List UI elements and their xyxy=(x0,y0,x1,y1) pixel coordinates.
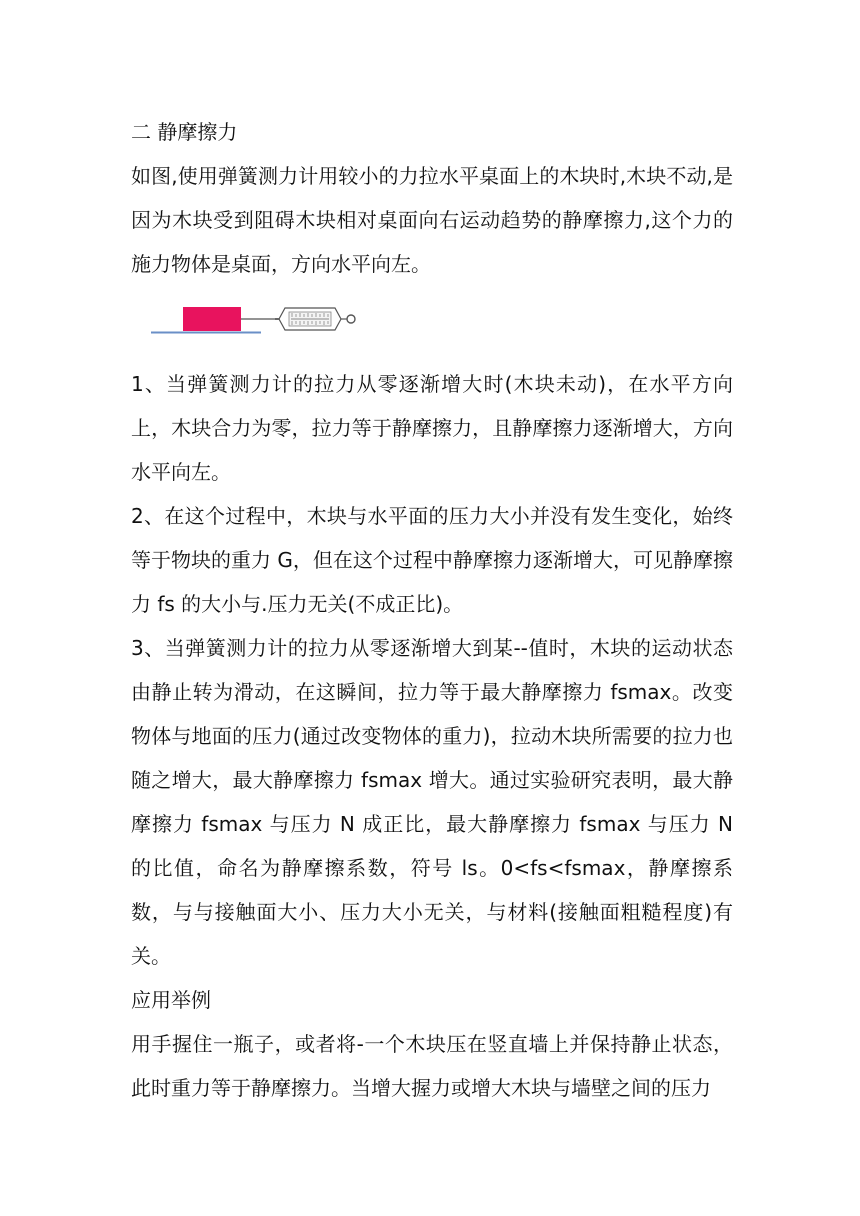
block-and-spring-scale-illustration xyxy=(151,302,391,342)
application-paragraph: 用手握住一瓶子，或者将-一个木块压在竖直墙上并保持静止状态，此时重力等于静摩擦力。当增大握力或增大木块与墙壁之间的压力 xyxy=(131,1032,733,1100)
spring-scale-figure xyxy=(131,298,733,348)
wooden-block xyxy=(183,307,241,331)
point-3-paragraph: 3、当弹簧测力计的拉力从零逐渐增大到某--值时，木块的运动状态由静止转为滑动，在这瞬间，拉力等于最大静摩擦力 fsmax。改变物体与地面的压力(通过改变物体的重力)，拉动木块所需要的拉力也随之增大，最大静摩擦力 fsmax 增大。通过实验研究表明，最大静摩擦力 fsmax 与压力 N 成正比，最大静摩擦力 fsmax 与压力 N 的比值，命名为静摩擦系数，符号 ls。0<fs<fsmax，静摩擦系数，与与接触面大小、压力大小无关，与材料(接触面粗糙程度)有关。 xyxy=(131,636,733,968)
intro-paragraph: 如图,使用弹簧测力计用较小的力拉水平桌面上的木块时,木块不动,是因为木块受到阻碍木块相对桌面向右运动趋势的静摩擦力,这个力的施力物体是桌面，方向水平向左。 xyxy=(131,164,733,276)
point-1-paragraph: 1、当弹簧测力计的拉力从零逐渐增大时(木块未动)，在水平方向上，木块合力为零，拉力等于静摩擦力，且静摩擦力逐渐增大，方向水平向左。 xyxy=(131,372,733,484)
point-2-paragraph: 2、在这个过程中，木块与水平面的压力大小并没有发生变化，始终等于物块的重力 G，但在这个过程中静摩擦力逐渐增大，可见静摩擦力 fs 的大小与.压力无关(不成正比)。 xyxy=(131,504,733,616)
document-body xyxy=(131,110,733,1110)
section-heading: 二 静摩擦力 xyxy=(131,120,238,144)
application-heading: 应用举例 xyxy=(131,988,211,1012)
spring-scale xyxy=(279,308,355,330)
scale-ring xyxy=(347,315,355,323)
